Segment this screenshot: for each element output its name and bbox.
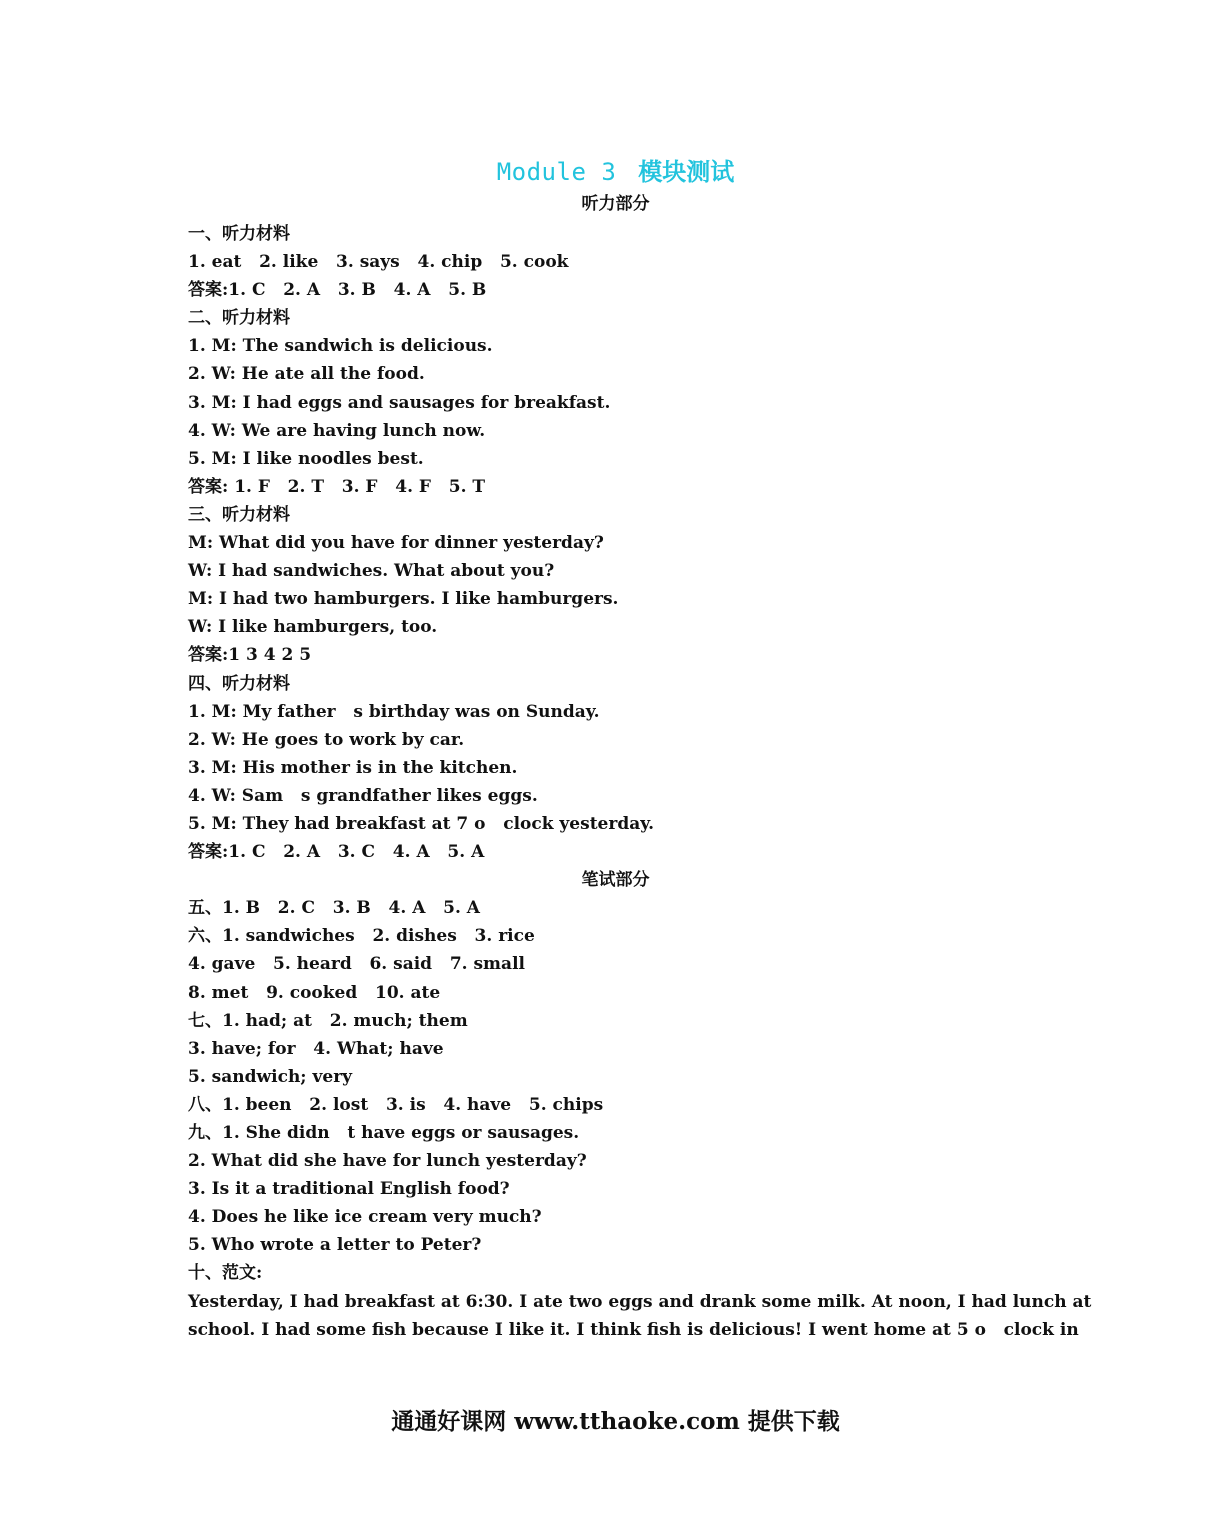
text-line: Yesterday, I had breakfast at 6:30. I ate two eggs and drank some milk. At noon, I had lunch at [188, 1291, 1092, 1312]
module-test-label: 模块测试 [638, 158, 735, 186]
text-line: 四、听力材料 [188, 673, 290, 694]
page-title [0, 156, 1231, 188]
text-line: 五、1. B 2. C 3. B 4. A 5. A [188, 898, 480, 919]
text-line: 答案:1. C 2. A 3. B 4. A 5. B [188, 280, 487, 301]
text-line: 2. W: He goes to work by car. [188, 729, 465, 750]
text-line: 3. M: I had eggs and sausages for breakfast. [188, 392, 611, 413]
text-line: M: I had two hamburgers. I like hamburgers. [188, 589, 619, 610]
text-line: 九、1. She didn t have eggs or sausages. [188, 1123, 580, 1143]
text-line: 4. W: We are having lunch now. [188, 420, 486, 441]
text-line: 2. What did she have for lunch yesterday? [188, 1151, 587, 1172]
listening-heading: 听力部分 [581, 194, 650, 214]
text-line: 2. W: He ate all the food. [188, 364, 425, 385]
text-line: 5. sandwich; very [188, 1066, 353, 1087]
text-line: 1. M: The sandwich is delicious. [188, 336, 493, 357]
text-line: 1. eat 2. like 3. says 4. chip 5. cook [188, 252, 569, 273]
text-line: 答案: 1. F 2. T 3. F 4. F 5. T [188, 476, 486, 497]
text-line: 一、听力材料 [188, 224, 290, 244]
text-line: 5. Who wrote a letter to Peter? [188, 1235, 482, 1256]
text-line: 3. Is it a traditional English food? [188, 1179, 510, 1200]
text-line: 七、1. had; at 2. much; them [188, 1010, 468, 1031]
text-line: 八、1. been 2. lost 3. is 4. have 5. chips [188, 1094, 604, 1115]
text-line: W: I like hamburgers, too. [188, 617, 438, 638]
text-line: 4. gave 5. heard 6. said 7. small [188, 954, 525, 975]
download-watermark-footer: 通通好课网 www.tthaoke.com 提供下载 [391, 1408, 840, 1435]
text-line: 5. M: I like noodles best. [188, 448, 424, 469]
text-line: 5. M: They had breakfast at 7 o clock yesterday. [188, 813, 655, 834]
text-line: W: I had sandwiches. What about you? [188, 561, 555, 582]
text-line: 答案:1 3 4 2 5 [188, 645, 312, 666]
text-line: 8. met 9. cooked 10. ate [188, 982, 441, 1003]
module-label: Module 3 [496, 158, 617, 186]
text-line: 十、范文: [188, 1263, 263, 1284]
text-line: school. I had some fish because I like it. I think fish is delicious! I went home at 5 o clock in [188, 1319, 1079, 1340]
text-line: 三、听力材料 [188, 504, 290, 525]
text-line: 答案:1. C 2. A 3. C 4. A 5. A [188, 842, 485, 863]
text-line: M: What did you have for dinner yesterday? [188, 533, 604, 554]
text-line: 3. have; for 4. What; have [188, 1038, 444, 1059]
writing-heading: 笔试部分 [581, 870, 650, 891]
text-line: 4. Does he like ice cream very much? [188, 1207, 542, 1228]
text-line: 二、听力材料 [188, 308, 290, 329]
text-line: 4. W: Sam s grandfather likes eggs. [188, 785, 538, 806]
answer-content [188, 220, 1092, 1344]
text-line: 3. M: His mother is in the kitchen. [188, 757, 518, 778]
text-line: 六、1. sandwiches 2. dishes 3. rice [188, 926, 535, 947]
text-line: 1. M: My father s birthday was on Sunday. [188, 701, 600, 722]
